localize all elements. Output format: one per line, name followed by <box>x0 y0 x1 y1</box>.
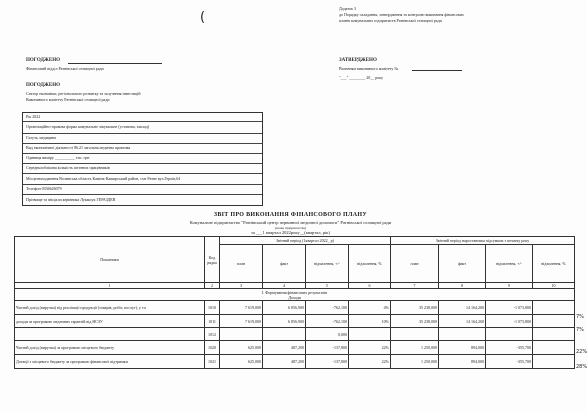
info-row-industry: Галузь, медицина <box>23 133 262 144</box>
row-cum-fact: 894,000 <box>439 341 486 355</box>
subheader-dev-abs: відхилення, +/- <box>306 245 349 283</box>
col-number: 6 <box>349 283 391 289</box>
row-code: 1021 <box>205 355 220 369</box>
row-cum-deviation-pct <box>533 355 575 369</box>
approval-right-number-line <box>412 70 462 71</box>
report-subtitle: Комунальне підприємство "Ратнівський центр первинної медичної допомоги" Ратнівської селищної ради <box>189 220 392 225</box>
table-row <box>15 315 575 328</box>
row-cum-deviation: -1 073,800 <box>486 315 533 328</box>
row-fact: 487,200 <box>263 355 306 369</box>
approval-left-title: ПОГОДЖЕНО <box>26 58 60 63</box>
row-deviation: 0,000 <box>306 328 349 341</box>
margin-pct: 7% <box>576 327 584 333</box>
annex-line-1: до Порядку складання, затвердження та контролю виконання фінансових <box>339 12 464 17</box>
col-number: 1 <box>15 283 205 289</box>
approval-left2-line1: Сектор економіки, регіонального розвитку та залучення інвестицій <box>26 91 141 96</box>
row-indicator <box>15 328 205 341</box>
row-cum-deviation: -355,700 <box>486 355 533 369</box>
group-header-cumulative: Звітний період наростаючим підсумком з початку року <box>391 237 575 245</box>
info-row-year: Рік 2022 <box>23 113 262 122</box>
row-deviation-pct: 4% <box>349 301 391 315</box>
report-period: за ___1 квартал 2022року__(квартал, рік) <box>251 230 330 235</box>
row-code: 1010 <box>205 301 220 315</box>
section-title: І. Формування фінансових результатів <box>261 289 328 295</box>
approval-left2-line2: Виконавчого комітету Ратнівської селищної ради <box>26 97 110 102</box>
row-plan: 7 619,000 <box>220 315 263 328</box>
col-number: 8 <box>439 283 486 289</box>
approval-left2-title: ПОГОДЖЕНО <box>26 83 60 88</box>
subheader-cum-dev-abs: відхилення, +/- <box>486 245 533 283</box>
row-plan: 625,000 <box>220 355 263 369</box>
row-cum-deviation: -355,700 <box>486 341 533 355</box>
info-row-activity: Вид економічної діяльності 86.21 загальна медична практика <box>23 143 262 154</box>
row-deviation-pct: 22% <box>349 355 391 369</box>
col-header-indicator: Показники <box>15 237 205 283</box>
row-deviation: -137,800 <box>306 341 349 355</box>
row-cum-plan: 35 238,000 <box>391 315 439 328</box>
row-cum-fact: 14 164,200 <box>439 315 486 328</box>
info-row-staff: Середньооблікова кількість штатних працівників <box>23 163 262 174</box>
row-deviation-pct: 22% <box>349 341 391 355</box>
section-row <box>15 289 575 301</box>
row-indicator: доходи за програмою медичних гарантій від НСЗУ <box>15 315 205 328</box>
margin-pct: 22% <box>576 349 587 355</box>
row-cum-deviation <box>486 328 533 341</box>
approval-right-sub: Рішенням виконавчого комітету № <box>339 66 399 71</box>
row-plan <box>220 328 263 341</box>
approval-right-date: "___" ________ 20__ року <box>339 75 384 80</box>
row-cum-deviation: -1 073,800 <box>486 301 533 315</box>
col-number: 4 <box>263 283 306 289</box>
row-indicator: Чистий дохід (виручка) від реалізації продукції (товарів, робіт, послуг), у тч <box>15 301 205 315</box>
col-number: 5 <box>306 283 349 289</box>
col-number: 3 <box>220 283 263 289</box>
margin-pct: 28% <box>576 364 587 370</box>
subheader-cum-fact: факт <box>439 245 486 283</box>
row-code: 1020 <box>205 341 220 355</box>
approval-left-sub: Фінансовий відділ Ратнівської селищної ради <box>26 66 104 71</box>
subheader-cum-dev-pct: відхилення, % <box>533 245 575 283</box>
row-cum-fact: 894,000 <box>439 355 486 369</box>
approval-right-title: ЗАТВЕРДЖЕНО <box>339 58 377 63</box>
info-row-legal-form: Організаційно-правова форма комунальне лікувальне (установа, заклад) <box>23 121 262 134</box>
row-deviation-pct: 10% <box>349 315 391 328</box>
row-cum-fact: 14 164,200 <box>439 301 486 315</box>
col-header-code: Код рядка <box>205 237 220 283</box>
row-fact: 487,200 <box>263 341 306 355</box>
row-cum-fact <box>439 328 486 341</box>
margin-pct: 7% <box>576 314 584 320</box>
subheader-plan: план <box>220 245 263 283</box>
approval-left-line <box>68 63 162 64</box>
row-cum-plan: 1 250,000 <box>391 341 439 355</box>
subheader-dev-pct: відхилення, % <box>349 245 391 283</box>
enterprise-info-box <box>22 112 263 206</box>
row-cum-deviation-pct <box>533 315 575 328</box>
table-row <box>15 328 575 341</box>
subheader-cum-plan: план <box>391 245 439 283</box>
report-title: ЗВІТ ПРО ВИКОНАННЯ ФІНАНСОВОГО ПЛАНУ <box>213 212 368 218</box>
row-indicator: Чистий дохід (виручка) за програмою місцевого бюджету <box>15 341 205 355</box>
row-plan: 625,000 <box>220 341 263 355</box>
row-deviation: -762,100 <box>306 301 349 315</box>
col-number: 7 <box>391 283 439 289</box>
row-code: 1011 <box>205 315 220 328</box>
row-cum-plan <box>391 328 439 341</box>
row-cum-deviation-pct <box>533 328 575 341</box>
col-number: 9 <box>486 283 533 289</box>
info-row-phone: Телефон 0336626079 <box>23 184 262 195</box>
table-row <box>15 355 575 369</box>
table-row <box>15 301 575 315</box>
row-cum-deviation-pct <box>533 301 575 315</box>
row-deviation: -137,800 <box>306 355 349 369</box>
row-code: 1012 <box>205 328 220 341</box>
row-deviation-pct <box>349 328 391 341</box>
annex-line-2: планів комунальних підприємств Ратнівської селищної ради <box>339 18 442 23</box>
info-row-location: Місцезнаходження Волинська область Камінь-Каширський район, смт Ратне вул.Героїв,64 <box>23 173 262 185</box>
financial-report-table <box>14 236 575 369</box>
annex-title: Додаток 3 <box>339 6 356 11</box>
section-subtitle: Доходи <box>288 294 301 300</box>
subheader-fact: факт <box>263 245 306 283</box>
col-number: 2 <box>205 283 220 289</box>
row-deviation: -762,100 <box>306 315 349 328</box>
row-fact <box>263 328 306 341</box>
info-row-director: Прізвище та ініціали керівника Лукашук ГЕРАЗДЕВ <box>26 197 116 202</box>
row-cum-plan: 1 250,000 <box>391 355 439 369</box>
row-plan: 7 619,000 <box>220 301 263 315</box>
row-fact: 6 856,900 <box>263 301 306 315</box>
enterprise-caption: (назва підприємства) <box>274 226 307 230</box>
row-indicator: Дотації з місцевого бюджету за програмою фінансової підтримки <box>15 355 205 369</box>
info-row-unit: Одиниця виміру __________ тис. грн <box>23 153 262 164</box>
row-cum-plan: 35 238,000 <box>391 301 439 315</box>
table-row <box>15 341 575 355</box>
page-corner-mark: ( <box>200 10 206 25</box>
row-cum-deviation-pct <box>533 341 575 355</box>
row-fact: 6 856,900 <box>263 315 306 328</box>
col-number: 10 <box>533 283 575 289</box>
group-header-current: Звітний період (1квартал 2022_ р) <box>220 237 391 245</box>
